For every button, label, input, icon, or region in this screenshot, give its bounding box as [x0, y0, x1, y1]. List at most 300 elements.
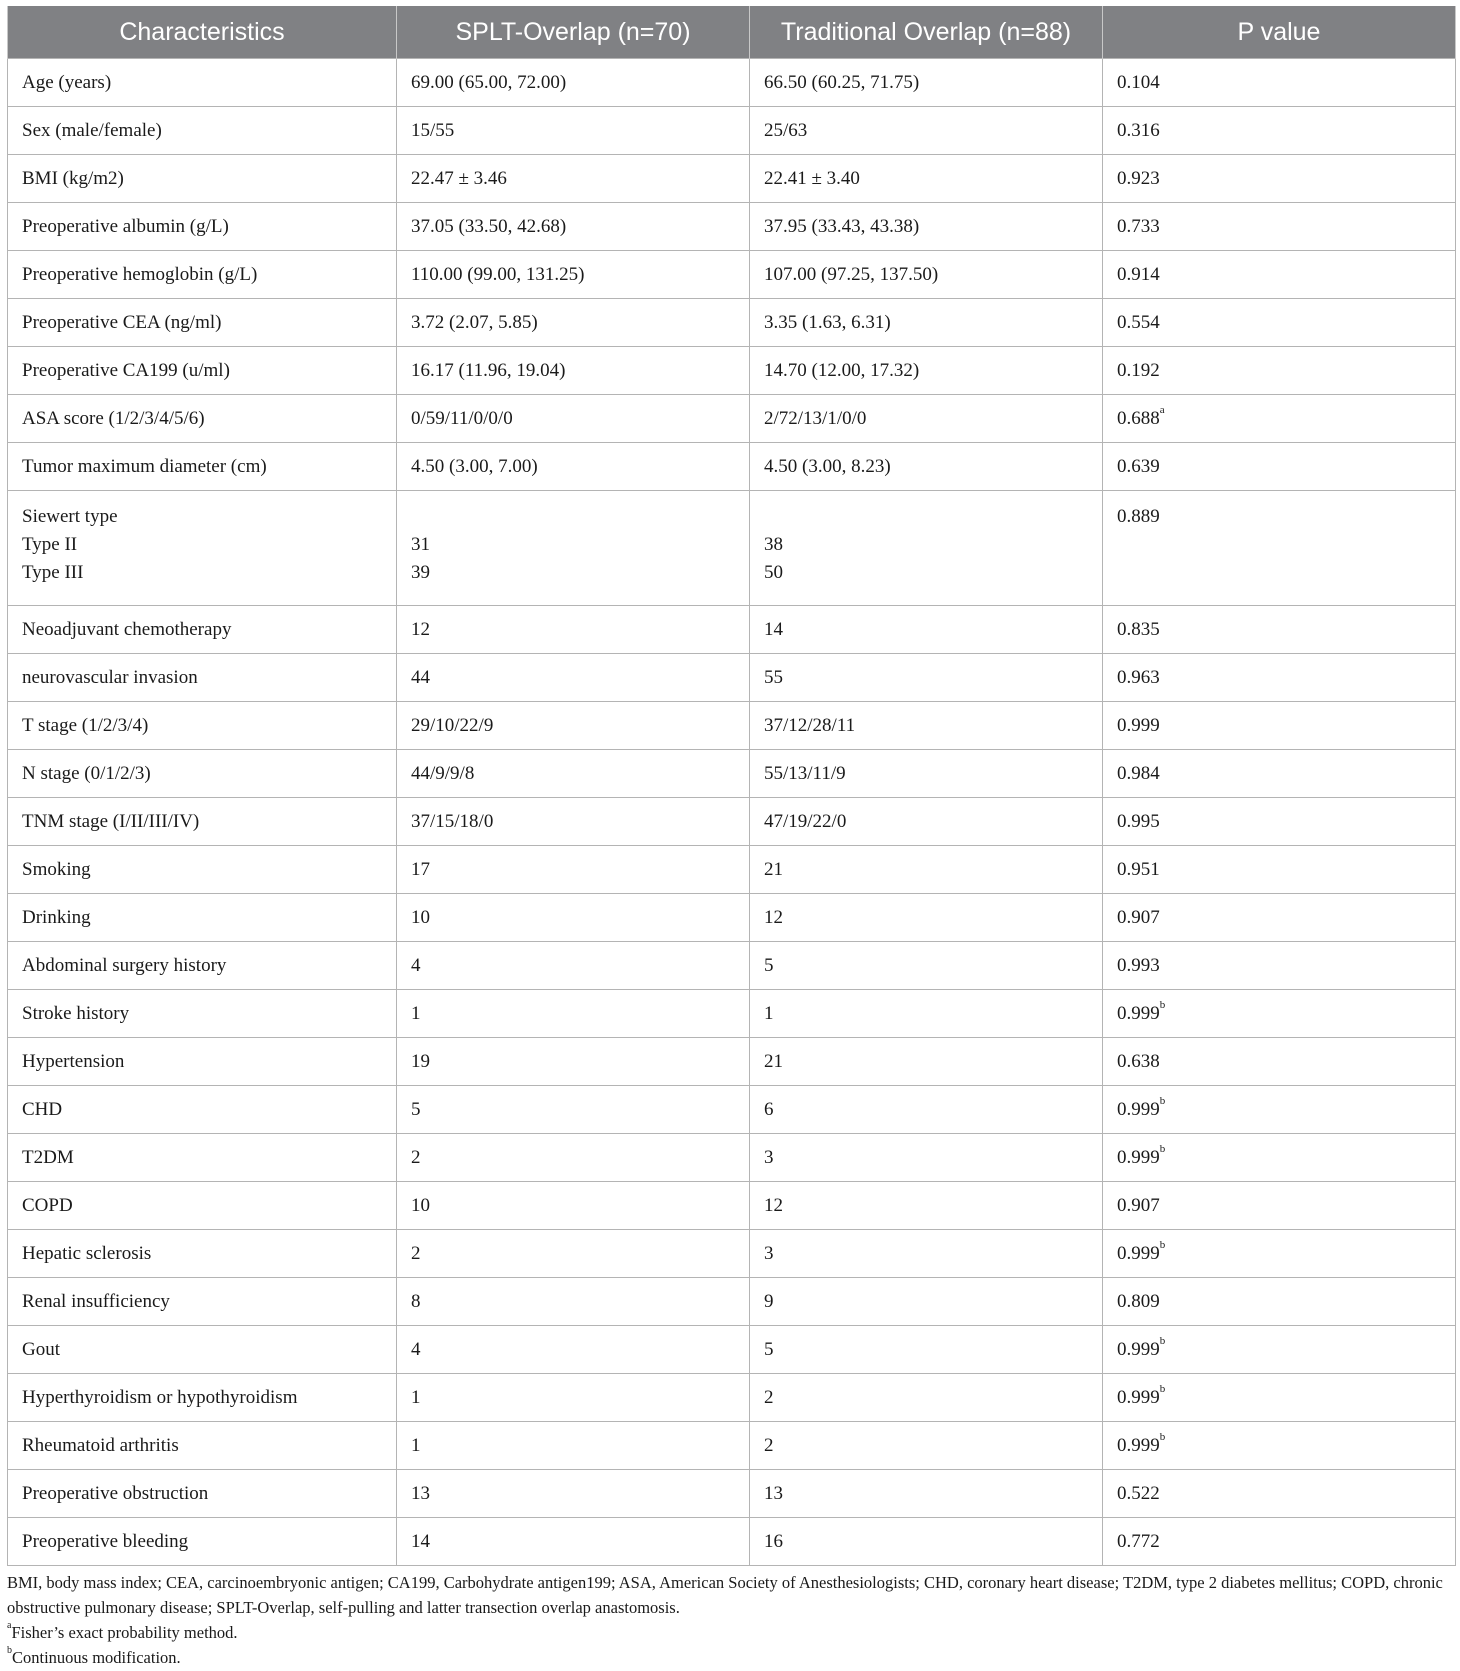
cell-traditional-overlap-line: 38 [764, 534, 783, 555]
cell-splt-overlap [397, 1134, 750, 1182]
cell-p-value [1103, 1182, 1456, 1230]
cell-traditional-overlap-text: 3 [764, 1242, 774, 1264]
footnote-marker: b [1159, 1431, 1166, 1444]
cell-characteristic-text: COPD [22, 1194, 73, 1216]
cell-p-value [1103, 59, 1456, 107]
table-row [8, 846, 1456, 894]
cell-p-value-text: 0.733 [1117, 215, 1160, 237]
cell-characteristic [8, 1230, 397, 1278]
cell-splt-overlap-text: 12 [411, 618, 430, 640]
cell-traditional-overlap [750, 59, 1103, 107]
cell-traditional-overlap [750, 155, 1103, 203]
cell-characteristic-text: Sex (male/female) [22, 119, 162, 141]
cell-splt-overlap-text: 3.72 (2.07, 5.85) [411, 311, 538, 333]
table-row [8, 1470, 1456, 1518]
cell-traditional-overlap-line [764, 503, 1102, 531]
cell-traditional-overlap-text: 2 [764, 1434, 774, 1456]
cell-splt-overlap-text: 17 [411, 858, 430, 880]
cell-characteristic-text: Age (years) [22, 71, 112, 93]
cell-splt-overlap-text: 37.05 (33.50, 42.68) [411, 215, 567, 237]
cell-characteristic [8, 798, 397, 846]
cell-traditional-overlap-text: 5 [764, 1338, 774, 1360]
cell-p-value [1103, 606, 1456, 654]
cell-traditional-overlap [750, 251, 1103, 299]
table-row [8, 1422, 1456, 1470]
cell-p-value [1103, 347, 1456, 395]
cell-splt-overlap-text: 8 [411, 1290, 421, 1312]
cell-p-value [1103, 491, 1456, 606]
table-row [8, 750, 1456, 798]
cell-characteristic [8, 942, 397, 990]
cell-characteristic-line: Siewert type [22, 506, 118, 527]
cell-characteristic [8, 1182, 397, 1230]
cell-splt-overlap [397, 798, 750, 846]
cell-splt-overlap [397, 155, 750, 203]
cell-traditional-overlap-text: 2/72/13/1/0/0 [764, 407, 867, 429]
cell-splt-overlap-line: 39 [411, 562, 430, 583]
cell-splt-overlap-text: 10 [411, 906, 430, 928]
cell-p-value-text: 0.995 [1117, 810, 1160, 832]
cell-traditional-overlap-text: 3.35 (1.63, 6.31) [764, 311, 891, 333]
cell-characteristic [8, 990, 397, 1038]
cell-p-value-text: 0.522 [1117, 1482, 1160, 1504]
cell-characteristic [8, 1038, 397, 1086]
cell-characteristic [8, 59, 397, 107]
header-p-value: P value [1103, 6, 1456, 59]
footnote-marker: b [1159, 1095, 1166, 1108]
cell-p-value-text: 0.638 [1117, 1050, 1160, 1072]
cell-characteristic-text: Preoperative obstruction [22, 1482, 209, 1504]
table-row [8, 203, 1456, 251]
cell-traditional-overlap-text: 37.95 (33.43, 43.38) [764, 215, 920, 237]
cell-p-value-text: 0.907 [1117, 906, 1160, 928]
cell-characteristic [8, 1086, 397, 1134]
cell-p-value [1103, 203, 1456, 251]
cell-traditional-overlap [750, 1038, 1103, 1086]
cell-p-value [1103, 846, 1456, 894]
cell-characteristic [8, 251, 397, 299]
table-row [8, 155, 1456, 203]
header-traditional-overlap: Traditional Overlap (n=88) [750, 6, 1103, 59]
table-row [8, 395, 1456, 443]
cell-traditional-overlap-text: 16 [764, 1530, 783, 1552]
cell-characteristic [8, 491, 397, 606]
table-row [8, 942, 1456, 990]
cell-p-value-text: 0.999 [1117, 1338, 1160, 1360]
cell-splt-overlap [397, 1374, 750, 1422]
cell-p-value [1103, 251, 1456, 299]
cell-splt-overlap-text: 4 [411, 1338, 421, 1360]
table-row [8, 606, 1456, 654]
cell-traditional-overlap [750, 107, 1103, 155]
cell-splt-overlap-text: 1 [411, 1386, 421, 1408]
cell-splt-overlap-text: 44 [411, 666, 430, 688]
cell-traditional-overlap-text: 25/63 [764, 119, 808, 141]
cell-traditional-overlap-text: 14 [764, 618, 783, 640]
cell-characteristic [8, 155, 397, 203]
cell-traditional-overlap [750, 606, 1103, 654]
cell-traditional-overlap [750, 1470, 1103, 1518]
cell-splt-overlap [397, 1086, 750, 1134]
cell-characteristic [8, 1374, 397, 1422]
header-row [8, 6, 1456, 59]
cell-characteristic [8, 395, 397, 443]
cell-p-value-text: 0.963 [1117, 666, 1160, 688]
cell-characteristic-text: CHD [22, 1098, 63, 1120]
cell-traditional-overlap-text: 1 [764, 1002, 774, 1024]
cell-splt-overlap-text: 13 [411, 1482, 430, 1504]
cell-characteristic [8, 702, 397, 750]
cell-traditional-overlap-text: 107.00 (97.25, 137.50) [764, 263, 939, 285]
cell-characteristic-text: Preoperative bleeding [22, 1530, 189, 1552]
cell-p-value-text: 0.835 [1117, 618, 1160, 640]
cell-p-value-text: 0.809 [1117, 1290, 1160, 1312]
cell-traditional-overlap [750, 1518, 1103, 1566]
cell-traditional-overlap-text: 55 [764, 666, 783, 688]
cell-splt-overlap [397, 251, 750, 299]
cell-traditional-overlap [750, 846, 1103, 894]
cell-p-value-text: 0.639 [1117, 455, 1160, 477]
cell-traditional-overlap [750, 750, 1103, 798]
cell-p-value [1103, 299, 1456, 347]
cell-p-value [1103, 1230, 1456, 1278]
table-row [8, 798, 1456, 846]
footnote-marker: a [1159, 404, 1165, 417]
cell-characteristic-text: T stage (1/2/3/4) [22, 714, 149, 736]
cell-characteristic-text: Preoperative hemoglobin (g/L) [22, 263, 258, 285]
cell-splt-overlap [397, 606, 750, 654]
cell-characteristic [8, 894, 397, 942]
cell-characteristic [8, 299, 397, 347]
cell-characteristic [8, 1326, 397, 1374]
cell-splt-overlap-text: 110.00 (99.00, 131.25) [411, 263, 585, 285]
cell-p-value [1103, 654, 1456, 702]
cell-p-value [1103, 155, 1456, 203]
cell-characteristic-text: TNM stage (I/II/III/IV) [22, 810, 200, 832]
cell-splt-overlap-text: 22.47 ± 3.46 [411, 167, 507, 189]
cell-characteristic [8, 606, 397, 654]
cell-characteristic [8, 846, 397, 894]
cell-characteristic-text: Hyperthyroidism or hypothyroidism [22, 1386, 298, 1408]
cell-traditional-overlap-text: 66.50 (60.25, 71.75) [764, 71, 920, 93]
table-row [8, 1230, 1456, 1278]
cell-splt-overlap [397, 107, 750, 155]
cell-traditional-overlap [750, 990, 1103, 1038]
cell-p-value [1103, 1326, 1456, 1374]
cell-traditional-overlap-text: 21 [764, 858, 783, 880]
cell-p-value-text: 0.999 [1117, 1386, 1160, 1408]
table-row [8, 251, 1456, 299]
cell-splt-overlap [397, 203, 750, 251]
cell-splt-overlap-text: 15/55 [411, 119, 455, 141]
table-row-siewert [8, 491, 1456, 606]
table-row [8, 443, 1456, 491]
table-row [8, 1086, 1456, 1134]
cell-p-value-text: 0.984 [1117, 762, 1160, 784]
cell-characteristic-text: Gout [22, 1338, 60, 1360]
cell-p-value-text: 0.999 [1117, 1242, 1160, 1264]
cell-traditional-overlap [750, 894, 1103, 942]
cell-traditional-overlap [750, 1134, 1103, 1182]
cell-splt-overlap [397, 1326, 750, 1374]
cell-splt-overlap [397, 443, 750, 491]
cell-characteristic [8, 443, 397, 491]
cell-traditional-overlap [750, 1182, 1103, 1230]
cell-characteristic-text: Stroke history [22, 1002, 130, 1024]
cell-splt-overlap [397, 702, 750, 750]
cell-traditional-overlap-text: 14.70 (12.00, 17.32) [764, 359, 920, 381]
cell-traditional-overlap [750, 1422, 1103, 1470]
cell-traditional-overlap-text: 3 [764, 1146, 774, 1168]
cell-splt-overlap [397, 750, 750, 798]
cell-p-value [1103, 395, 1456, 443]
characteristics-table [7, 6, 1456, 1566]
cell-splt-overlap [397, 1230, 750, 1278]
cell-p-value-text: 0.993 [1117, 954, 1160, 976]
cell-p-value-text: 0.923 [1117, 167, 1160, 189]
table-row [8, 990, 1456, 1038]
cell-p-value-text: 0.772 [1117, 1530, 1160, 1552]
table-row [8, 1326, 1456, 1374]
cell-p-value [1103, 798, 1456, 846]
cell-p-value [1103, 1518, 1456, 1566]
cell-splt-overlap-line [411, 503, 749, 531]
cell-characteristic [8, 203, 397, 251]
footnote-marker: b [1159, 1143, 1166, 1156]
table-row [8, 299, 1456, 347]
cell-characteristic [8, 347, 397, 395]
table-row [8, 1374, 1456, 1422]
cell-traditional-overlap-text: 12 [764, 1194, 783, 1216]
cell-splt-overlap [397, 299, 750, 347]
cell-p-value [1103, 107, 1456, 155]
cell-characteristic-text: Abdominal surgery history [22, 954, 227, 976]
cell-p-value-text: 0.192 [1117, 359, 1160, 381]
cell-traditional-overlap [750, 491, 1103, 606]
cell-p-value [1103, 1134, 1456, 1182]
table-row [8, 702, 1456, 750]
cell-splt-overlap-text: 4 [411, 954, 421, 976]
cell-p-value-text: 0.951 [1117, 858, 1160, 880]
cell-traditional-overlap-text: 9 [764, 1290, 774, 1312]
footnote-marker: b [1159, 1383, 1166, 1396]
cell-p-value [1103, 894, 1456, 942]
cell-characteristic [8, 750, 397, 798]
cell-splt-overlap-text: 44/9/9/8 [411, 762, 475, 784]
cell-p-value-text: 0.889 [1117, 506, 1160, 527]
cell-traditional-overlap-text: 55/13/11/9 [764, 762, 846, 784]
cell-characteristic-line: Type III [22, 562, 84, 583]
cell-traditional-overlap-text: 37/12/28/11 [764, 714, 856, 736]
cell-characteristic-line: Type II [22, 534, 78, 555]
cell-p-value [1103, 750, 1456, 798]
footnote-b-mark: b [7, 1644, 12, 1656]
cell-traditional-overlap [750, 1230, 1103, 1278]
cell-characteristic-text: Tumor maximum diameter (cm) [22, 455, 267, 477]
cell-splt-overlap [397, 1470, 750, 1518]
cell-splt-overlap-text: 0/59/11/0/0/0 [411, 407, 513, 429]
cell-traditional-overlap-text: 6 [764, 1098, 774, 1120]
cell-traditional-overlap [750, 1374, 1103, 1422]
header-characteristics: Characteristics [8, 6, 397, 59]
footnote-abbreviations: BMI, body mass index; CEA, carcinoembryonic antigen; CA199, Carbohydrate antigen199; ASA, American Society of Anesthesiologists; CHD, coronary heart disease; T2DM, type 2 diabetes mellitus; COPD, chronic obstructive pulmonary disease; SPLT-Overlap, self-pulling and latter transection overlap anastomosis. [7, 1573, 1443, 1617]
table-row [8, 107, 1456, 155]
table-footnotes [7, 1570, 1455, 1670]
cell-splt-overlap-text: 4.50 (3.00, 7.00) [411, 455, 538, 477]
cell-splt-overlap-text: 5 [411, 1098, 421, 1120]
cell-splt-overlap-text: 69.00 (65.00, 72.00) [411, 71, 567, 93]
cell-traditional-overlap-line: 50 [764, 562, 783, 583]
cell-characteristic [8, 1278, 397, 1326]
cell-splt-overlap-text: 16.17 (11.96, 19.04) [411, 359, 566, 381]
cell-characteristic-text: Hepatic sclerosis [22, 1242, 152, 1264]
cell-splt-overlap-text: 14 [411, 1530, 430, 1552]
cell-traditional-overlap [750, 347, 1103, 395]
cell-characteristic-text: Renal insufficiency [22, 1290, 170, 1312]
cell-traditional-overlap-text: 47/19/22/0 [764, 810, 847, 832]
cell-splt-overlap-text: 37/15/18/0 [411, 810, 494, 832]
cell-p-value-text: 0.999 [1117, 714, 1160, 736]
cell-p-value-text: 0.104 [1117, 71, 1160, 93]
cell-p-value-text: 0.999 [1117, 1002, 1160, 1024]
cell-characteristic-text: Neoadjuvant chemotherapy [22, 618, 232, 640]
cell-splt-overlap [397, 1278, 750, 1326]
cell-characteristic-text: Rheumatoid arthritis [22, 1434, 179, 1456]
cell-traditional-overlap [750, 1278, 1103, 1326]
cell-splt-overlap [397, 1422, 750, 1470]
table-row [8, 894, 1456, 942]
cell-p-value [1103, 702, 1456, 750]
cell-traditional-overlap-text: 5 [764, 954, 774, 976]
cell-splt-overlap-text: 2 [411, 1242, 421, 1264]
cell-traditional-overlap [750, 942, 1103, 990]
cell-p-value-text: 0.554 [1117, 311, 1160, 333]
cell-characteristic-text: ASA score (1/2/3/4/5/6) [22, 407, 205, 429]
footnote-a-mark: a [7, 1619, 12, 1631]
cell-p-value-text: 0.316 [1117, 119, 1160, 141]
table-row [8, 59, 1456, 107]
table-row [8, 1278, 1456, 1326]
cell-traditional-overlap [750, 203, 1103, 251]
cell-splt-overlap-text: 10 [411, 1194, 430, 1216]
cell-characteristic-text: neurovascular invasion [22, 666, 198, 688]
table-container [7, 6, 1455, 1670]
cell-p-value [1103, 1374, 1456, 1422]
cell-characteristic [8, 1134, 397, 1182]
cell-p-value-text: 0.999 [1117, 1146, 1160, 1168]
cell-characteristic [8, 1470, 397, 1518]
cell-characteristic-text: Preoperative CA199 (u/ml) [22, 359, 230, 381]
cell-traditional-overlap [750, 395, 1103, 443]
cell-characteristic [8, 107, 397, 155]
cell-splt-overlap [397, 1518, 750, 1566]
cell-p-value-text: 0.999 [1117, 1434, 1160, 1456]
cell-p-value-text: 0.999 [1117, 1098, 1160, 1120]
cell-traditional-overlap-text: 12 [764, 906, 783, 928]
cell-p-value [1103, 1470, 1456, 1518]
cell-characteristic-text: Preoperative albumin (g/L) [22, 215, 229, 237]
table-body [8, 59, 1456, 1566]
footnote-b [7, 1645, 1455, 1670]
cell-splt-overlap-text: 1 [411, 1002, 421, 1024]
table-row [8, 1038, 1456, 1086]
cell-p-value [1103, 443, 1456, 491]
cell-p-value [1103, 1422, 1456, 1470]
cell-characteristic-text: T2DM [22, 1146, 74, 1168]
cell-traditional-overlap [750, 1086, 1103, 1134]
cell-splt-overlap-text: 1 [411, 1434, 421, 1456]
cell-characteristic [8, 1518, 397, 1566]
cell-traditional-overlap [750, 702, 1103, 750]
cell-characteristic [8, 654, 397, 702]
footnote-marker: b [1159, 1335, 1166, 1348]
cell-splt-overlap [397, 491, 750, 606]
cell-splt-overlap [397, 395, 750, 443]
cell-traditional-overlap-text: 13 [764, 1482, 783, 1504]
footnote-b-text: Continuous modification. [12, 1648, 181, 1667]
table-row [8, 1134, 1456, 1182]
table-row [8, 1518, 1456, 1566]
cell-splt-overlap [397, 347, 750, 395]
footnote-a-text: Fisher’s exact probability method. [11, 1623, 238, 1642]
cell-traditional-overlap [750, 1326, 1103, 1374]
cell-splt-overlap-line: 31 [411, 534, 430, 555]
cell-p-value [1103, 1278, 1456, 1326]
cell-characteristic-text: N stage (0/1/2/3) [22, 762, 151, 784]
cell-traditional-overlap-text: 22.41 ± 3.40 [764, 167, 860, 189]
cell-splt-overlap-text: 2 [411, 1146, 421, 1168]
cell-traditional-overlap [750, 798, 1103, 846]
table-row [8, 654, 1456, 702]
cell-characteristic-text: Hypertension [22, 1050, 125, 1072]
cell-splt-overlap-text: 29/10/22/9 [411, 714, 494, 736]
cell-p-value-text: 0.907 [1117, 1194, 1160, 1216]
table-row [8, 1182, 1456, 1230]
cell-splt-overlap [397, 1182, 750, 1230]
cell-splt-overlap-text: 19 [411, 1050, 430, 1072]
cell-splt-overlap [397, 990, 750, 1038]
cell-splt-overlap [397, 894, 750, 942]
cell-traditional-overlap-text: 21 [764, 1050, 783, 1072]
cell-characteristic-text: BMI (kg/m2) [22, 167, 124, 189]
cell-splt-overlap [397, 654, 750, 702]
cell-p-value-text: 0.688 [1117, 407, 1160, 429]
cell-splt-overlap [397, 1038, 750, 1086]
footnote-marker: b [1159, 1239, 1166, 1252]
cell-characteristic-text: Preoperative CEA (ng/ml) [22, 311, 222, 333]
cell-p-value [1103, 1038, 1456, 1086]
cell-characteristic-text: Smoking [22, 858, 91, 880]
cell-p-value [1103, 1086, 1456, 1134]
cell-p-value [1103, 990, 1456, 1038]
cell-traditional-overlap [750, 654, 1103, 702]
header-splt-overlap: SPLT-Overlap (n=70) [397, 6, 750, 59]
cell-splt-overlap [397, 846, 750, 894]
cell-splt-overlap [397, 942, 750, 990]
cell-traditional-overlap-text: 4.50 (3.00, 8.23) [764, 455, 891, 477]
cell-traditional-overlap [750, 299, 1103, 347]
cell-traditional-overlap [750, 443, 1103, 491]
footnote-a [7, 1620, 1455, 1645]
cell-p-value-text: 0.914 [1117, 263, 1160, 285]
cell-p-value [1103, 942, 1456, 990]
cell-splt-overlap [397, 59, 750, 107]
footnote-marker: b [1159, 999, 1166, 1012]
cell-traditional-overlap-text: 2 [764, 1386, 774, 1408]
cell-characteristic [8, 1422, 397, 1470]
cell-characteristic-text: Drinking [22, 906, 91, 928]
table-row [8, 347, 1456, 395]
